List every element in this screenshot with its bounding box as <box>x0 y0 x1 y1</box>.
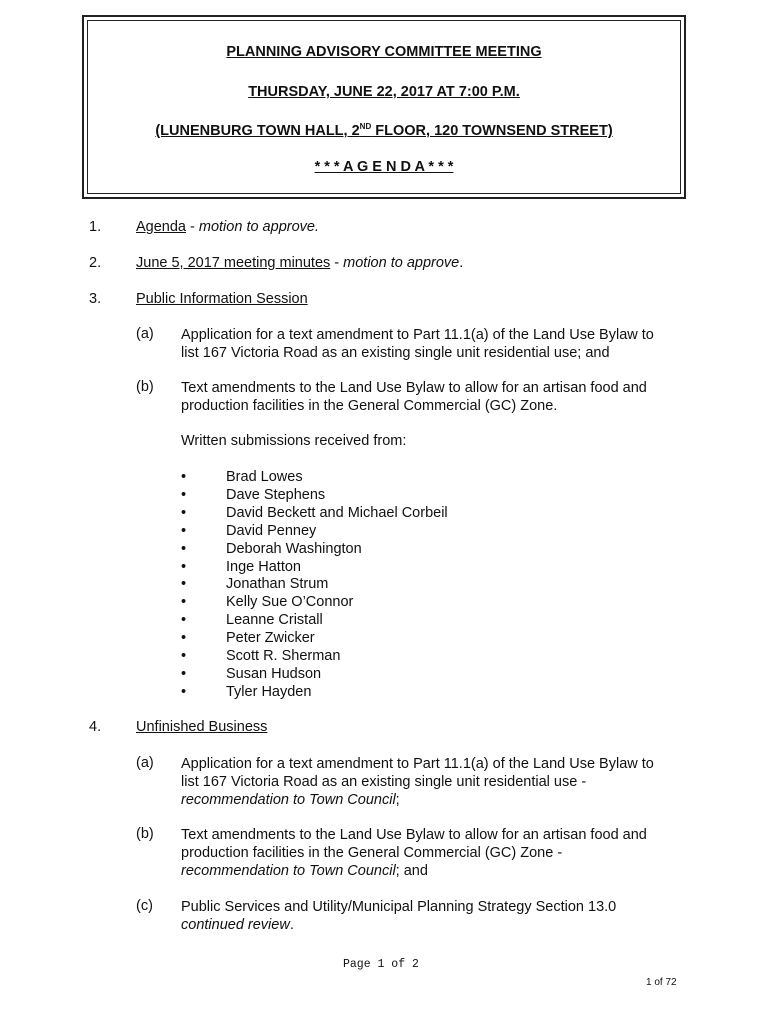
submitter-name: Peter Zwicker <box>226 630 315 647</box>
bullet-icon: • <box>181 683 187 700</box>
submitter-name: Brad Lowes <box>226 469 303 485</box>
written-submissions-label: Written submissions received from: <box>181 433 407 449</box>
submitter-name: David Penney <box>226 522 317 539</box>
meeting-date: THURSDAY, JUNE 22, 2017 AT 7:00 P.M. <box>248 84 520 100</box>
bullet-icon: • <box>181 665 187 682</box>
sub-item-text: Public Services and Utility/Municipal Planning Strategy Section 13.0 continued review. <box>181 899 617 933</box>
page-number: Page 1 of 2 <box>343 958 419 971</box>
sub-item-letter: (a) <box>136 326 154 342</box>
sub-item-letter: (a) <box>136 755 154 771</box>
bullet-icon: • <box>181 594 187 611</box>
sub-item-letter: (c) <box>136 898 153 914</box>
sub-item-text: Application for a text amendment to Part 11.1(a) of the Land Use Bylaw to list 167 Victoria Road as an existing single unit residential use; and <box>181 327 654 361</box>
sub-item-text: Application for a text amendment to Part 11.1(a) of the Land Use Bylaw to list 167 Victoria Road as an existing single unit residential use - recommendation to Town Council; <box>181 756 654 808</box>
bullet-icon: • <box>181 504 187 521</box>
item-title: Public Information Session <box>136 291 308 307</box>
submitter-name: David Beckett and Michael Corbeil <box>226 504 448 521</box>
bullet-icon: • <box>181 540 187 557</box>
item-number: 1. <box>89 219 102 235</box>
submitter-name: Leanne Cristall <box>226 612 323 629</box>
sub-item-text: Text amendments to the Land Use Bylaw to allow for an artisan food and production facilities in the General Commercial (GC) Zone. <box>181 380 647 414</box>
sub-item-letter: (b) <box>136 379 154 395</box>
bullet-icon: • <box>181 522 187 539</box>
bullet-icon: • <box>181 558 187 575</box>
meeting-location: (LUNENBURG TOWN HALL, 2ND FLOOR, 120 TOWNSEND STREET) <box>155 122 613 139</box>
bullet-icon: • <box>181 576 187 593</box>
item-title: Agenda - motion to approve. <box>136 219 319 235</box>
item-number: 2. <box>89 255 102 271</box>
submitter-name: Tyler Hayden <box>226 683 312 700</box>
bullet-icon: • <box>181 630 187 647</box>
submitter-name: Susan Hudson <box>226 665 322 682</box>
bullet-icon: • <box>181 469 187 485</box>
item-title: Unfinished Business <box>136 719 268 735</box>
submitter-name: Deborah Washington <box>226 540 362 557</box>
item-number: 3. <box>89 291 102 307</box>
sub-item-text: Text amendments to the Land Use Bylaw to allow for an artisan food and production facilities in the General Commercial (GC) Zone - recommendation to Town Council; and <box>181 827 647 879</box>
bullet-icon: • <box>181 486 187 503</box>
meeting-title: PLANNING ADVISORY COMMITTEE MEETING <box>226 44 542 60</box>
bullet-icon: • <box>181 648 187 664</box>
sub-item-letter: (b) <box>136 826 154 842</box>
submitter-name: Inge Hatton <box>226 558 301 575</box>
document-page-count: 1 of 72 <box>646 977 677 988</box>
bullet-icon: • <box>181 612 187 629</box>
submitter-name: Kelly Sue O’Connor <box>226 594 354 611</box>
item-title: June 5, 2017 meeting minutes - motion to approve. <box>136 255 464 271</box>
item-number: 4. <box>89 719 102 735</box>
agenda-heading: * * * A G E N D A * * * <box>314 159 454 175</box>
submitter-name: Scott R. Sherman <box>226 648 341 664</box>
submitter-name: Jonathan Strum <box>226 576 329 593</box>
agenda-header-box <box>82 15 686 199</box>
submitter-name: Dave Stephens <box>226 486 326 503</box>
